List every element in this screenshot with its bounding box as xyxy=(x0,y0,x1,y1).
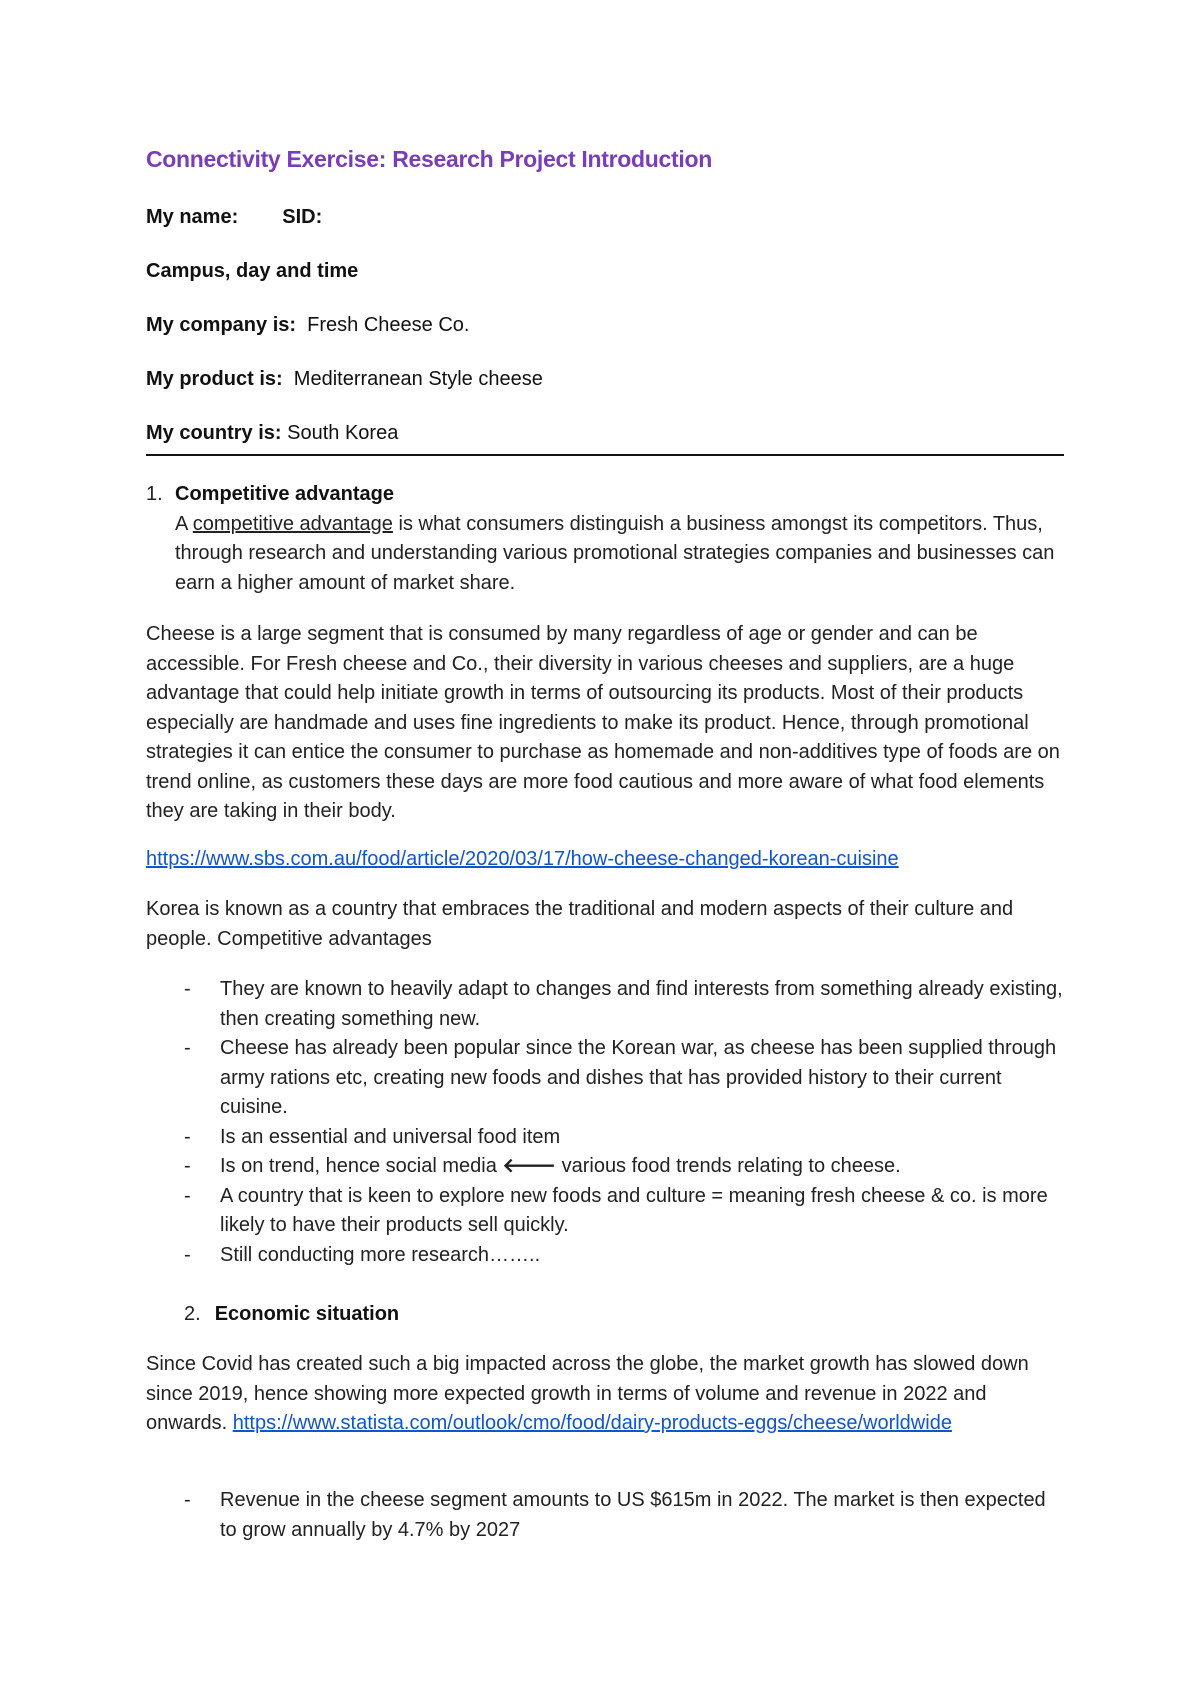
left-arrow-icon: 🡐 xyxy=(502,1155,557,1177)
trend-text-b: various food trends relating to cheese. xyxy=(556,1155,901,1177)
section-2-heading-line xyxy=(146,1300,1066,1330)
list-item xyxy=(146,1123,1066,1153)
intro-text-a: A xyxy=(175,512,193,535)
product-value: Mediterranean Style cheese xyxy=(293,368,543,390)
list-item xyxy=(146,1486,1066,1545)
company-label: My company is: xyxy=(146,314,297,336)
list-item xyxy=(146,1152,1066,1182)
section-2-number: 2. xyxy=(184,1303,201,1325)
list-item xyxy=(146,1182,1066,1241)
statista-link[interactable]: https://www.statista.com/outlook/cmo/food/dairy-products-eggs/cheese/worldwide xyxy=(232,1412,952,1434)
country-label: My country is: xyxy=(146,422,282,444)
section-2-paragraph-text: Since Covid has created such a big impacted across the globe, the market growth has slowed down since 2019, hence showing more expected growth in terms of volume and revenue in 2022 and onwards. xyxy=(146,1353,1029,1434)
dash-marker: - xyxy=(184,1037,191,1059)
list-item-text: Cheese has already been popular since the Korean war, as cheese has been supplied through army rations etc, creating new foods and dishes that has provided history to their current cuisine. xyxy=(220,1037,1057,1118)
product-line xyxy=(146,368,543,391)
section-1-paragraph-1: Cheese is a large segment that is consumed by many regardless of age or gender and can be accessible. For Fresh cheese and Co., their diversity in various cheeses and suppliers, are a huge advantage that could help initiate growth in terms of outsourcing its products. Most of their products especially are handmade and uses fine ingredients to make its product. Hence, through promotional strategies it can entice the consumer to purchase as homemade and non-additives type of foods are on trend online, as customers these days are more food cautious and more aware of what food elements they are taking in their body. xyxy=(146,623,1060,822)
section-1-intro xyxy=(175,510,1055,599)
section-1-block xyxy=(175,480,1055,598)
campus-label: Campus, day and time xyxy=(146,260,359,282)
competitive-advantages-list xyxy=(146,975,1066,1270)
dash-marker: - xyxy=(184,978,191,1000)
section-1-number: 1. xyxy=(146,483,163,505)
section-2-heading: Economic situation xyxy=(214,1303,400,1325)
horizontal-rule xyxy=(146,454,1064,456)
name-label: My name: xyxy=(146,206,239,228)
sbs-link-line xyxy=(146,845,1066,875)
section-1-paragraph-2: Korea is known as a country that embraces the traditional and modern aspects of their culture and people. Competitive advantages xyxy=(146,898,1014,950)
economic-list xyxy=(146,1486,1066,1545)
section-2-paragraph xyxy=(146,1350,1066,1439)
dash-marker: - xyxy=(184,1155,191,1177)
list-item-text: Is an essential and universal food item xyxy=(220,1125,561,1148)
dash-marker: - xyxy=(184,1125,191,1148)
list-item xyxy=(146,1034,1066,1123)
name-sid-line xyxy=(146,206,322,229)
company-line xyxy=(146,314,469,337)
competitive-advantage-term: competitive advantage xyxy=(192,512,393,535)
list-item-text: Still conducting more research…….. xyxy=(220,1243,541,1266)
dash-marker: - xyxy=(184,1243,191,1266)
product-label: My product is: xyxy=(146,368,283,390)
list-item xyxy=(146,975,1066,1034)
country-value: South Korea xyxy=(287,422,399,444)
page-title: Connectivity Exercise: Research Project Introduction xyxy=(146,146,712,172)
campus-line xyxy=(146,260,358,283)
dash-marker: - xyxy=(184,1489,191,1511)
list-item xyxy=(146,1241,1066,1271)
list-item-text: A country that is keen to explore new foods and culture = meaning fresh cheese & co. is more likely to have their products sell quickly. xyxy=(220,1184,1048,1236)
list-item-text: Revenue in the cheese segment amounts to US $615m in 2022. The market is then expected to grow annually by 4.7% by 2027 xyxy=(220,1489,1046,1541)
sbs-article-link[interactable]: https://www.sbs.com.au/food/article/2020/03/17/how-cheese-changed-korean-cuisine xyxy=(146,848,899,870)
section-1-heading: Competitive advantage xyxy=(175,483,394,505)
sid-label: SID: xyxy=(282,206,323,228)
dash-marker: - xyxy=(184,1184,191,1207)
country-line xyxy=(146,422,398,445)
company-value: Fresh Cheese Co. xyxy=(307,314,470,336)
trend-text-a: Is on trend, hence social media xyxy=(220,1155,503,1177)
intro-text-b: is what consumers distinguish a business amongst its competitors. Thus, through research and understanding various promotional strategies companies and businesses can earn a higher amount of market share. xyxy=(175,512,1055,594)
list-item-text: They are known to heavily adapt to changes and find interests from something already existing, then creating something new. xyxy=(220,978,1063,1030)
